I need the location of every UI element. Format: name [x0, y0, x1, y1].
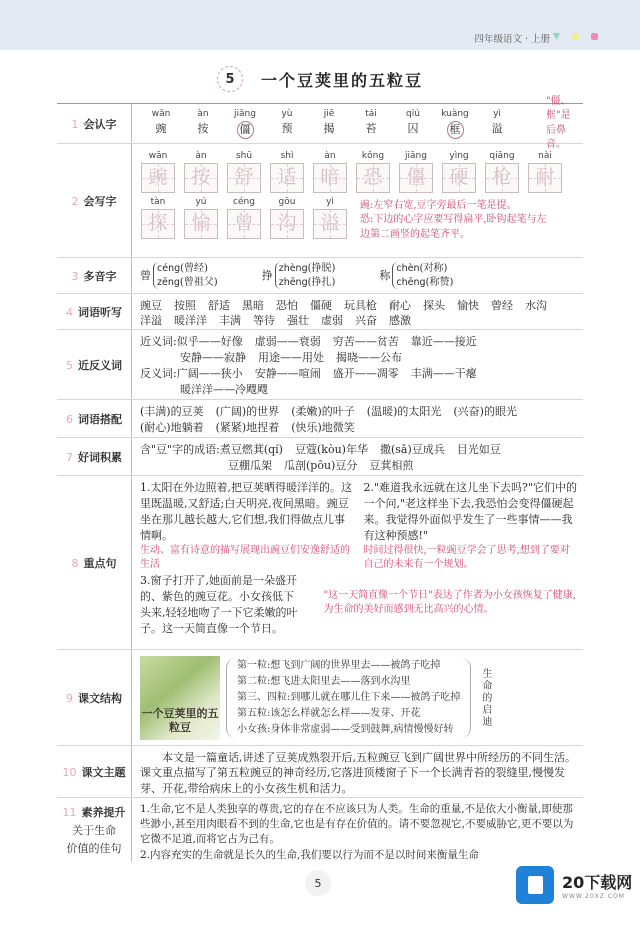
word: 僵硬	[310, 299, 332, 312]
row-label: 11 素养提升 关于生命 价值的佳句	[57, 798, 132, 862]
hanzi: 按	[197, 122, 209, 136]
word: 舒适	[208, 299, 230, 312]
grid-cell	[183, 196, 219, 239]
word: (紧紧)地捏着	[215, 420, 280, 434]
book-label: 四年级语文 · 上册	[474, 34, 550, 45]
tracing-box: 适	[270, 163, 304, 193]
grid-cell	[527, 150, 563, 193]
hanzi: 框	[447, 121, 464, 139]
word: 揭晓——公布	[336, 350, 402, 364]
pinyin: kǒng	[361, 151, 385, 161]
pinyin: qiú	[406, 109, 420, 119]
grid-cell	[140, 196, 176, 239]
pinyin: jiē	[323, 109, 335, 119]
char-item	[308, 108, 350, 139]
readings: céng(曾经) zēng(曾祖父)	[153, 262, 218, 290]
hanzi: 揭	[323, 122, 335, 136]
word: 煮豆燃萁(qí)	[219, 443, 283, 456]
structure-item: 第二粒:想飞进太阳里去——落到水沟里	[237, 675, 411, 687]
pinyin: jiāng	[405, 151, 427, 161]
word: 耐心	[389, 299, 411, 312]
tracing-box: 溢	[313, 209, 347, 239]
word: 等待	[253, 314, 275, 328]
yellow-dot-icon	[572, 33, 579, 40]
polyphone-group	[379, 262, 453, 290]
pinyin: shì	[280, 151, 294, 161]
word: 水沟	[525, 299, 547, 312]
char-item	[476, 108, 518, 139]
pinyin: jiāng	[234, 109, 256, 119]
row-content: 近义词:似乎——好像 虚弱——衰弱 穷苦——贫苦 靠近——接近 安静——寂静 用途——用处 揭晓——公布 反义词:广阔——狭小 安静——喧闹 盛开——凋零 丰满——干瘪 暖洋洋——冷飕飕	[140, 335, 477, 396]
sentence-2: 2."难道我永远就在这儿坐下去吗?"它们中的一个问,"老这样坐下去,我恐怕会变得僵硬起来。我觉得外面似乎发生了一些事情——我有这种预感!"	[363, 481, 578, 542]
char-item	[392, 108, 434, 139]
right-column	[323, 480, 578, 645]
word: 虚弱	[321, 314, 343, 328]
grid-cell	[183, 150, 219, 193]
writing-grid-line	[140, 196, 348, 239]
pinyin: céng	[233, 197, 255, 207]
writing-grid-line	[140, 150, 577, 193]
tracing-box: 耐	[528, 163, 562, 193]
lesson-number-badge: 5	[217, 66, 243, 92]
word: 愉快	[457, 299, 479, 312]
tracing-box: 暗	[313, 163, 347, 193]
word: (丰满)的豆荚	[140, 405, 204, 418]
row-content	[132, 144, 583, 257]
row-label: 3 多音字	[57, 258, 132, 293]
polyphone-list	[140, 262, 453, 290]
word: 靠近——接近	[410, 335, 477, 348]
polyphone-group	[262, 262, 336, 290]
word: (柔嫩)的叶子	[291, 405, 355, 418]
pinyin: qiāng	[489, 151, 515, 161]
word: 恐怕	[276, 299, 298, 312]
watermark	[516, 866, 632, 904]
word: 丰满——干瘪	[410, 366, 477, 380]
row-label: 2 会写字	[57, 144, 132, 257]
word: 豌豆	[140, 299, 162, 312]
pinyin: àn	[324, 151, 336, 161]
sentence-1: 1.太阳在外边照着,把豆荚晒得暖洋洋的。这里既温暖,又舒适;白天明亮,夜间黑暗。豌豆坐在那儿越长越大,它们想,我们得做点儿事情啊。	[140, 481, 352, 542]
word: 黑暗	[242, 299, 264, 312]
row-good-words	[57, 438, 583, 476]
word: 穷苦——贫苦	[332, 335, 399, 348]
tracing-box: 按	[184, 163, 218, 193]
pinyin: yù	[281, 109, 293, 119]
row-dictation	[57, 294, 583, 330]
row-polyphones	[57, 258, 583, 294]
word: 感激	[389, 314, 411, 328]
row-key-sentences	[57, 476, 583, 650]
row-label: 1 会认字	[57, 104, 132, 143]
tracing-box: 恐	[356, 163, 390, 193]
page-number: 5	[305, 870, 331, 896]
sentence-3-note: "这一天简直像一个节日"表达了作者为小女孩恢复了健康,为生命的美好而感到无比高兴的心情。	[323, 589, 576, 616]
word: 按照	[174, 299, 196, 312]
row-label: 9 课文结构	[57, 650, 132, 745]
row-content	[132, 95, 583, 150]
word: 盛开——凋零	[332, 366, 399, 380]
row-label: 4 词语听写	[57, 294, 132, 329]
handwritten-note: "僵、框"是后鼻音。	[546, 95, 571, 150]
row-content	[132, 650, 583, 745]
hanzi: 预	[281, 122, 293, 136]
word: 用途——用处	[258, 350, 324, 364]
pinyin: àn	[195, 151, 207, 161]
row-label: 6 词语搭配	[57, 400, 132, 437]
grid-cell	[355, 150, 391, 193]
teal-triangle-icon	[553, 33, 560, 40]
pink-square-icon	[591, 33, 598, 40]
hanzi: 溢	[491, 122, 503, 136]
row-literacy	[57, 798, 583, 862]
row-content: 含"豆"字的成语:煮豆燃萁(qí) 豆蔻(kòu)年华 撒(sǎ)豆成兵 目光如豆 豆棚瓜架 瓜剖(pōu)豆分 豆萁相煎	[140, 443, 501, 472]
polyphone-char: 挣	[261, 268, 273, 282]
row-label: 8 重点句	[57, 476, 132, 649]
tracing-box: 硬	[442, 163, 476, 193]
word: (兴奋)的眼光	[453, 405, 517, 418]
word: 目光如豆	[456, 443, 501, 456]
tracing-box: 愉	[184, 209, 218, 239]
pinyin: tái	[365, 109, 377, 119]
quote-2: 2.内容充实的生命就是长久的生命,我们要以行为而不是以时间来衡量生命	[140, 848, 479, 861]
word: 安静——喧闹	[254, 366, 321, 380]
pinyin: gōu	[278, 197, 296, 207]
tracing-box: 僵	[399, 163, 433, 193]
char-item	[266, 108, 308, 139]
conclusion-label: 生命的启迪	[479, 667, 491, 728]
grid-cell	[312, 150, 348, 193]
box-logo-icon	[516, 866, 554, 904]
tracing-box: 探	[141, 209, 175, 239]
word: (温暖)的太阳光	[366, 405, 442, 418]
row-content	[132, 294, 583, 329]
word: 豆棚瓜架	[228, 458, 272, 472]
row-text-structure	[57, 650, 583, 746]
word: (耐心)地躺着	[140, 420, 204, 434]
word: 似乎——好像	[176, 335, 243, 348]
grid-cell	[269, 196, 305, 239]
char-item	[434, 108, 476, 139]
readings: zhèng(挣脱) zhēng(挣扎)	[275, 262, 336, 290]
row-recognize-chars	[57, 95, 583, 150]
row-content	[132, 400, 583, 437]
hanzi: 僵	[237, 121, 254, 139]
pinyin: nài	[538, 151, 552, 161]
grid-cell	[441, 150, 477, 193]
tracing-box: 舒	[227, 163, 261, 193]
hanzi: 苔	[365, 122, 377, 136]
char-item	[182, 108, 224, 139]
pinyin: yì	[326, 197, 334, 207]
row-label: 7 好词积累	[57, 438, 132, 475]
handwritten-note: 豌:左窄右宽,豆字旁最后一笔是提。 恐:下边的心字应要写得扁平,卧钩起笔与左边第二画竖的起笔齐平。	[360, 199, 547, 240]
char-item	[140, 108, 182, 139]
char-item	[224, 108, 266, 139]
hanzi: 囚	[407, 122, 419, 136]
word: 撒(sǎ)豆成兵	[379, 443, 445, 456]
row-label: 10 课文主题	[57, 746, 132, 797]
word: (快乐)地微笑	[291, 420, 355, 434]
polyphone-char: 曾	[140, 268, 151, 282]
lesson-title: 一个豆荚里的五粒豆	[260, 70, 423, 90]
pinyin: tàn	[150, 197, 166, 207]
grid-cell	[312, 196, 348, 239]
structure-item: 第三、四粒:到哪儿就在哪儿住下来——被鸽子吃掉	[237, 691, 461, 703]
word: 玩具枪	[344, 299, 377, 312]
study-table	[57, 95, 583, 862]
row-content	[132, 798, 583, 862]
word: 丰满	[219, 314, 241, 328]
sentence-1-note: 生动、富有诗意的描写展现出豌豆们安逸舒适的生活	[140, 544, 350, 571]
word: 虚弱——衰弱	[254, 335, 321, 348]
lesson-header	[0, 66, 640, 92]
tracing-box: 豌	[141, 163, 175, 193]
word: 强壮	[287, 314, 309, 328]
grid-cell	[398, 150, 434, 193]
tracing-box: 曾	[227, 209, 261, 239]
word: (广阔)的世界	[215, 405, 280, 418]
polyphone-char: 称	[379, 268, 391, 282]
quote-1: 1.生命,它不是人类独享的尊贵,它的存在不应该只为人类。生命的重量,不是依大小衡量,即使那些渺小,甚至用肉眼看不到的生命,它也是有存在价值的。请不要忽视它,不要威胁它,更不要以为它微不足道,而将它占为己有。	[140, 803, 574, 846]
row-content	[132, 258, 583, 293]
char-item	[350, 108, 392, 139]
watermark-title: 20下载网	[562, 873, 633, 892]
word: 暖洋洋——冷飕飕	[180, 382, 268, 396]
hanzi: 豌	[155, 122, 167, 136]
row-collocations	[57, 400, 583, 438]
word: 豆蔻(kòu)年华	[294, 443, 368, 456]
readings: chèn(对称) chēng(称赞)	[392, 262, 453, 290]
watermark-url: WWW.20XZ.COM	[562, 893, 625, 900]
tracing-box: 沟	[270, 209, 304, 239]
word: 安静——寂静	[180, 350, 246, 364]
grid-cell	[226, 196, 262, 239]
row-content	[132, 476, 583, 649]
word: 瓜剖(pōu)豆分	[284, 458, 358, 472]
pinyin: yìng	[449, 151, 469, 161]
pinyin: àn	[197, 109, 209, 119]
left-column	[140, 480, 354, 645]
pinyin: yì	[493, 109, 501, 119]
grid-cell	[484, 150, 520, 193]
row-label: 5 近反义词	[57, 330, 132, 399]
structure-item: 第五粒:该怎么样就怎么样——发芽、开花	[237, 707, 421, 719]
pinyin: wān	[148, 151, 168, 161]
char-list	[140, 108, 518, 139]
illustration-image: 一个豆荚里的五粒豆	[140, 656, 220, 740]
tracing-box: 枪	[485, 163, 519, 193]
word: 洋溢	[140, 314, 162, 328]
word: 广阔——狭小	[176, 366, 243, 380]
word: 探头	[423, 299, 445, 312]
grid-cell	[226, 150, 262, 193]
row-synonyms-antonyms	[57, 330, 583, 400]
word: 兴奋	[355, 314, 377, 328]
row-write-chars	[57, 144, 583, 258]
theme-text: 本文是一篇童话,讲述了豆荚成熟裂开后,五粒豌豆飞到广阔世界中所经历的不同生活。课文重点描写了第五粒豌豆的神奇经历,它落进顶楼窗子下一个长满青苔的裂缝里,慢慢发芽、开花,带给病床上的小女孩生机和活力。	[140, 751, 576, 795]
polyphone-group	[140, 262, 218, 290]
pinyin: kuàng	[441, 109, 469, 119]
structure-item: 小女孩:身体非常虚弱——受到鼓舞,病情慢慢好转	[237, 723, 454, 735]
grid-cell	[140, 150, 176, 193]
structure-item: 第一粒:想飞到广阔的世界里去——被鸽子吃掉	[237, 659, 441, 671]
word: 曾经	[491, 299, 513, 312]
pinyin: shū	[235, 151, 253, 161]
grid-cell	[269, 150, 305, 193]
word: 豆萁相煎	[369, 458, 414, 472]
sentence-3: 3.窗子打开了,她面前是一朵盛开的、紫色的豌豆花。小女孩低下头来,轻轻地吻了一下它柔嫩的叶子。这一天简直像一个节日。	[140, 573, 298, 635]
row-theme	[57, 746, 583, 798]
pinyin: yú	[195, 197, 207, 207]
word: 暖洋洋	[174, 314, 207, 328]
pinyin: wān	[151, 109, 171, 119]
structure-list	[226, 658, 471, 738]
decorative-dots	[553, 33, 598, 40]
sentence-2-note: 时间过得很快,一粒豌豆学会了思考,想到了要对自己的未来有一个规划。	[363, 544, 570, 571]
